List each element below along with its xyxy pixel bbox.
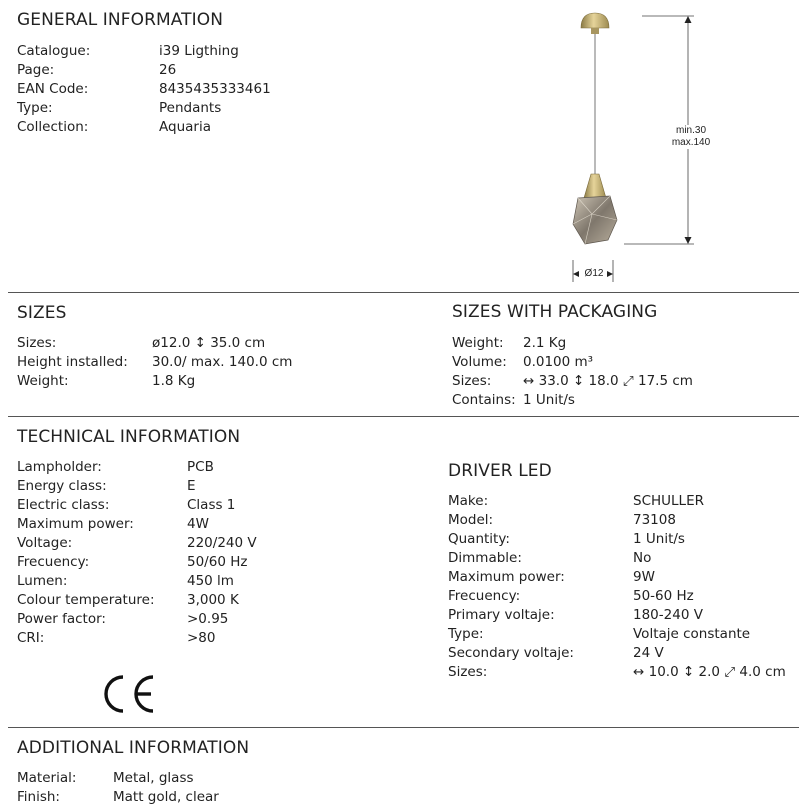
row-value: 24 V [633, 645, 664, 661]
section-divider [8, 292, 799, 293]
row-value: 0.0100 m³ [523, 354, 594, 370]
row-value: Aquaria [159, 119, 211, 135]
row-label: Voltage: [17, 535, 73, 551]
row-value: 1 Unit/s [633, 531, 685, 547]
packaging-title: SIZES WITH PACKAGING [452, 302, 658, 322]
row-value: 220/240 V [187, 535, 257, 551]
ce-mark-icon [101, 673, 157, 715]
row-label: Weight: [452, 335, 504, 351]
row-value: Voltaje constante [633, 626, 751, 642]
height-min-text: min.30 [675, 125, 706, 136]
row-label: Sizes: [17, 335, 57, 351]
row-value: 30.0/ max. 140.0 cm [152, 354, 293, 370]
height-max-text: max.140 [671, 137, 711, 148]
row-label: Dimmable: [448, 550, 522, 566]
row-label: Type: [17, 100, 53, 116]
additional-title: ADDITIONAL INFORMATION [17, 738, 250, 758]
row-value: Class 1 [187, 497, 236, 513]
row-label: Lampholder: [17, 459, 102, 475]
row-label: Finish: [17, 789, 60, 805]
diameter-label: Ø12 [584, 268, 604, 279]
row-label: Maximum power: [17, 516, 134, 532]
row-value: No [633, 550, 652, 566]
section-divider [8, 727, 799, 728]
driver-title: DRIVER LED [448, 461, 552, 481]
row-value: Pendants [159, 100, 222, 116]
row-value: ↔ 33.0 ↕ 18.0 ⤢ 17.5 cm [523, 373, 693, 389]
row-value: SCHULLER [633, 493, 704, 509]
row-value: 2.1 Kg [523, 335, 567, 351]
row-value: 73108 [633, 512, 676, 528]
ceiling-canopy [581, 13, 609, 34]
row-label: Energy class: [17, 478, 107, 494]
row-label: Power factor: [17, 611, 106, 627]
row-label: Primary voltaje: [448, 607, 555, 623]
row-label: Catalogue: [17, 43, 91, 59]
row-label: Quantity: [448, 531, 510, 547]
row-value: ↔ 10.0 ↕ 2.0 ⤢ 4.0 cm [633, 664, 786, 680]
row-value: >80 [187, 630, 216, 646]
row-value: E [187, 478, 196, 494]
row-value: 1.8 Kg [152, 373, 196, 389]
row-label: Material: [17, 770, 77, 786]
row-label: Sizes: [452, 373, 492, 389]
row-label: Sizes: [448, 664, 488, 680]
row-label: Make: [448, 493, 489, 509]
row-label: Secondary voltaje: [448, 645, 574, 661]
section-divider [8, 416, 799, 417]
gold-holder [584, 174, 606, 198]
row-label: Frecuency: [448, 588, 521, 604]
row-label: EAN Code: [17, 81, 89, 97]
row-value: 3,000 K [187, 592, 239, 608]
row-label: Colour temperature: [17, 592, 155, 608]
row-value: 8435435333461 [159, 81, 271, 97]
row-value: 26 [159, 62, 177, 78]
row-value: PCB [187, 459, 214, 475]
row-label: Collection: [17, 119, 89, 135]
row-value: 4W [187, 516, 209, 532]
row-value: >0.95 [187, 611, 229, 627]
row-value: Matt gold, clear [113, 789, 219, 805]
row-value: i39 Ligthing [159, 43, 239, 59]
row-label: Model: [448, 512, 494, 528]
general-title: GENERAL INFORMATION [17, 10, 224, 30]
row-value: ø12.0 ↕ 35.0 cm [152, 335, 266, 351]
height-dimension-label [671, 125, 711, 149]
row-label: Type: [448, 626, 484, 642]
row-label: CRI: [17, 630, 45, 646]
row-value: Metal, glass [113, 770, 194, 786]
row-label: Weight: [17, 373, 69, 389]
crystal-shade [573, 196, 617, 244]
row-label: Lumen: [17, 573, 68, 589]
row-value: 180-240 V [633, 607, 703, 623]
row-label: Electric class: [17, 497, 110, 513]
row-label: Page: [17, 62, 55, 78]
row-value: 50-60 Hz [633, 588, 694, 604]
row-label: Frecuency: [17, 554, 90, 570]
row-label: Contains: [452, 392, 516, 408]
row-label: Height installed: [17, 354, 128, 370]
sizes-title: SIZES [17, 303, 67, 323]
row-value: 450 lm [187, 573, 234, 589]
row-value: 50/60 Hz [187, 554, 248, 570]
row-label: Volume: [452, 354, 507, 370]
row-value: 1 Unit/s [523, 392, 575, 408]
row-value: 9W [633, 569, 655, 585]
technical-title: TECHNICAL INFORMATION [17, 427, 241, 447]
row-label: Maximum power: [448, 569, 565, 585]
